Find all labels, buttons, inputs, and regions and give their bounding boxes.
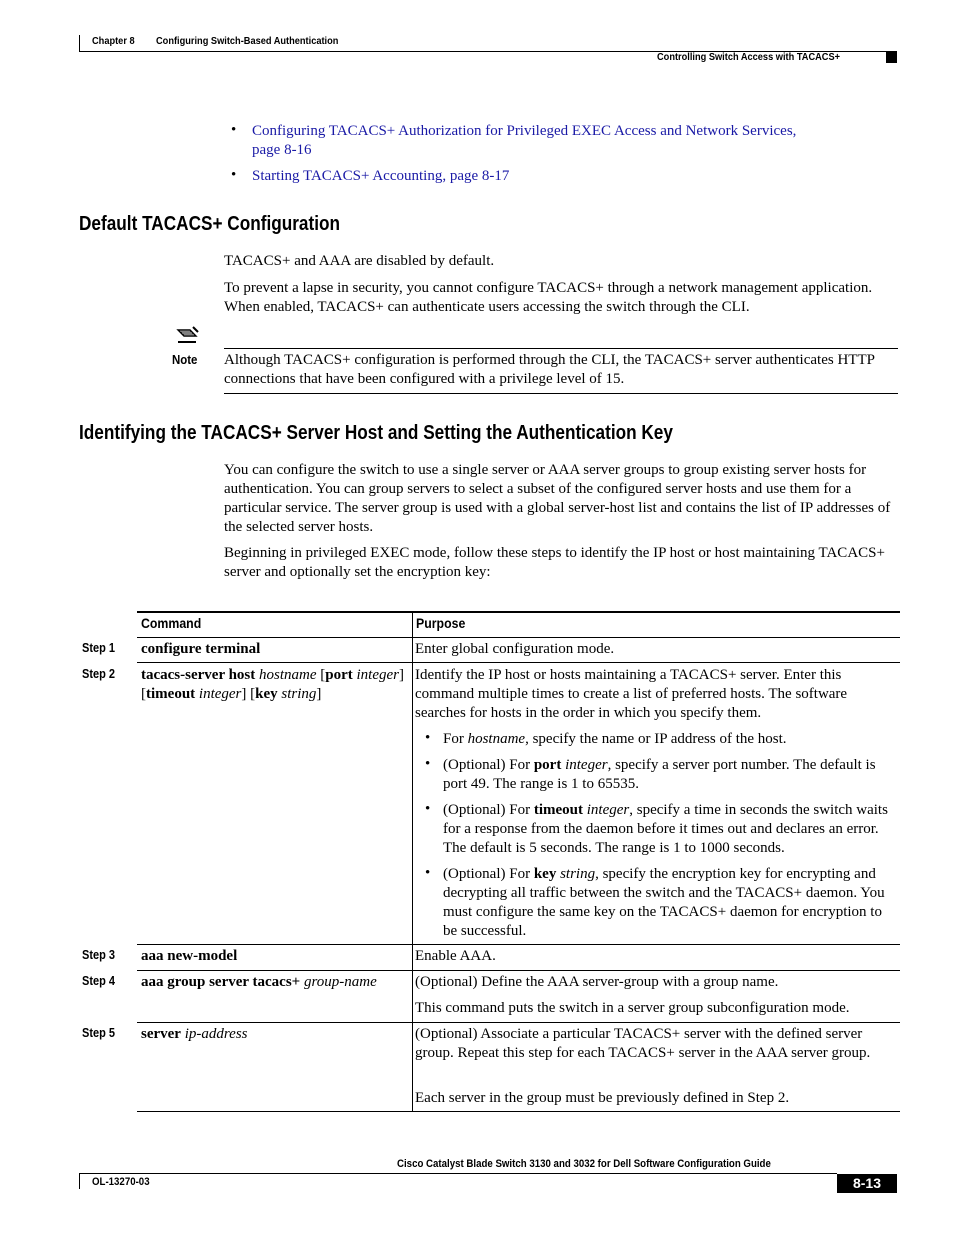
bullet-keyword: key [533,866,557,882]
command-argument: integer [356,667,400,683]
command-keyword: key [255,686,278,702]
command-keyword: aaa new-model [141,948,238,964]
bullet-argument: integer [565,757,608,773]
header-marker [886,52,897,63]
page-number: 8-13 [837,1174,897,1193]
purpose-cell-continued: This command puts the switch in a server group subconfiguration mode. [415,1000,850,1016]
command-keyword: server [141,1026,181,1042]
purpose-cell: (Optional) Define the AAA server-group with a group name. [415,974,779,990]
footer-rule [79,1173,837,1174]
table-rule-bottom [137,1111,900,1112]
footer-rule-vertical [79,1173,80,1189]
step-label: Step 5 [82,1026,116,1040]
purpose-bullet [443,730,898,749]
bullet-text: (Optional) For [443,866,531,882]
step-label: Step 4 [82,974,116,988]
table-rule [137,944,900,945]
command-cell [141,1025,409,1044]
purpose-cell: (Optional) Associate a particular TACACS+ server with the defined server group. Repeat this step for each TACACS+ server in the AAA server group. [415,1026,871,1061]
chapter-title: Configuring Switch-Based Authentication [156,35,339,47]
command-keyword: tacacs-server host [141,667,256,683]
link-tacacs-authorization[interactable] [252,122,892,160]
command-bracket: ] [316,686,322,702]
note-rule-bottom [224,393,898,394]
command-bracket: ] [ [141,667,405,702]
bullet-icon: • [425,801,431,817]
table-rule [137,662,900,663]
bullet-icon: • [231,122,237,138]
paragraph: To prevent a lapse in security, you cannot configure TACACS+ through a network management application. When enabled, TACACS+ can authenticate users accessing the switch through the CLI. [224,280,873,315]
paragraph: You can configure the switch to use a single server or AAA server groups to group existing server hosts for authentication. You can group servers to select a subset of the configured server hosts and use them for a particular service. The server group is used with a global server-host list and contains the list of IP addresses of the selected server hosts. [224,462,891,535]
section-heading-server-host: Identifying the TACACS+ Server Host and Setting the Authentication Key [79,422,673,444]
command-argument: hostname [259,667,317,683]
bullet-keyword: timeout [533,802,583,818]
link-tacacs-accounting[interactable]: Starting TACACS+ Accounting, page 8-17 [252,168,510,184]
purpose-bullet [443,756,898,794]
guide-title: Cisco Catalyst Blade Switch 3130 and 3032 for Dell Software Configuration Guide [397,1158,771,1170]
section-heading-default-config: Default TACACS+ Configuration [79,213,341,235]
command-bracket: [ [320,667,326,683]
paragraph: TACACS+ and AAA are disabled by default. [224,253,495,269]
command-keyword: aaa group server tacacs+ [141,974,301,990]
table-rule [137,637,900,638]
table-rule-top [137,611,900,613]
header-rule-vertical [79,35,80,52]
step-label: Step 3 [82,948,116,962]
command-cell [141,973,409,992]
bullet-icon: • [425,730,431,746]
purpose-cell: Enable AAA. [415,948,496,964]
bullet-icon: • [231,167,237,183]
command-argument: string [281,686,317,702]
command-bracket: ] [ [241,686,256,702]
command-keyword: timeout [146,686,196,702]
command-keyword: port [325,667,353,683]
bullet-icon: • [425,756,431,772]
note-text: Although TACACS+ configuration is performed through the CLI, the TACACS+ server authenticates HTTP connections that have been configured with a privilege level of 15. [224,352,875,387]
command-argument: group-name [303,974,377,990]
bullet-argument: integer [586,802,630,818]
table-rule [137,970,900,971]
command-argument: integer [198,686,242,702]
note-pencil-icon [176,326,200,351]
command-cell [141,947,409,966]
link-line: Configuring TACACS+ Authorization for Privileged EXEC Access and Network Services, [252,123,797,139]
purpose-cell-continued: Each server in the group must be previously defined in Step 2. [415,1090,790,1106]
column-header-command: Command [141,615,202,631]
step-label: Step 1 [82,641,116,655]
bullet-text: (Optional) For [443,757,531,773]
command-cell [141,666,409,704]
chapter-label: Chapter 8 [92,35,135,47]
purpose-cell: Identify the IP host or hosts maintaining a TACACS+ server. Enter this command multiple times to create a list of preferred hosts. The software searches for hosts in the order in which you specify them. [415,667,848,721]
bullet-text: , specify a time in seconds the switch waits for a response from the daemon before it times out and declares an error. The default is 5 seconds. The range is 1 to 1000 seconds. [443,802,888,856]
section-running-title: Controlling Switch Access with TACACS+ [657,51,841,63]
bullet-text: , specify the name or IP address of the host. [525,731,787,747]
note-label: Note [172,352,198,367]
purpose-cell: Enter global configuration mode. [415,641,615,657]
link-line: page 8-16 [252,142,312,158]
bullet-icon: • [425,865,431,881]
table-column-divider [412,613,413,1111]
bullet-argument: string [560,866,596,882]
bullet-text: (Optional) For [443,802,531,818]
command-argument: ip-address [184,1026,248,1042]
purpose-bullet [443,801,898,858]
paragraph: Beginning in privileged EXEC mode, follow these steps to identify the IP host or host maintaining TACACS+ server and optionally set the encryption key: [224,545,885,580]
command-keyword: configure terminal [141,641,261,657]
step-label: Step 2 [82,667,116,681]
bullet-argument: hostname [467,731,526,747]
note-rule-top [224,348,898,349]
purpose-bullet [443,865,898,941]
document-number: OL-13270-03 [92,1176,150,1188]
bullet-text: For [443,731,464,747]
column-header-purpose: Purpose [416,615,466,631]
table-rule [137,1022,900,1023]
bullet-text: , specify a server port number. The default is port 49. The range is 1 to 65535. [443,757,876,792]
bullet-keyword: port [533,757,562,773]
bullet-text: , specify the encryption key for encrypting and decrypting all traffic between the switch and the TACACS+ daemon. You must configure the same key on the TACACS+ daemon for encryption to be successful. [443,866,885,939]
command-cell [141,640,409,659]
